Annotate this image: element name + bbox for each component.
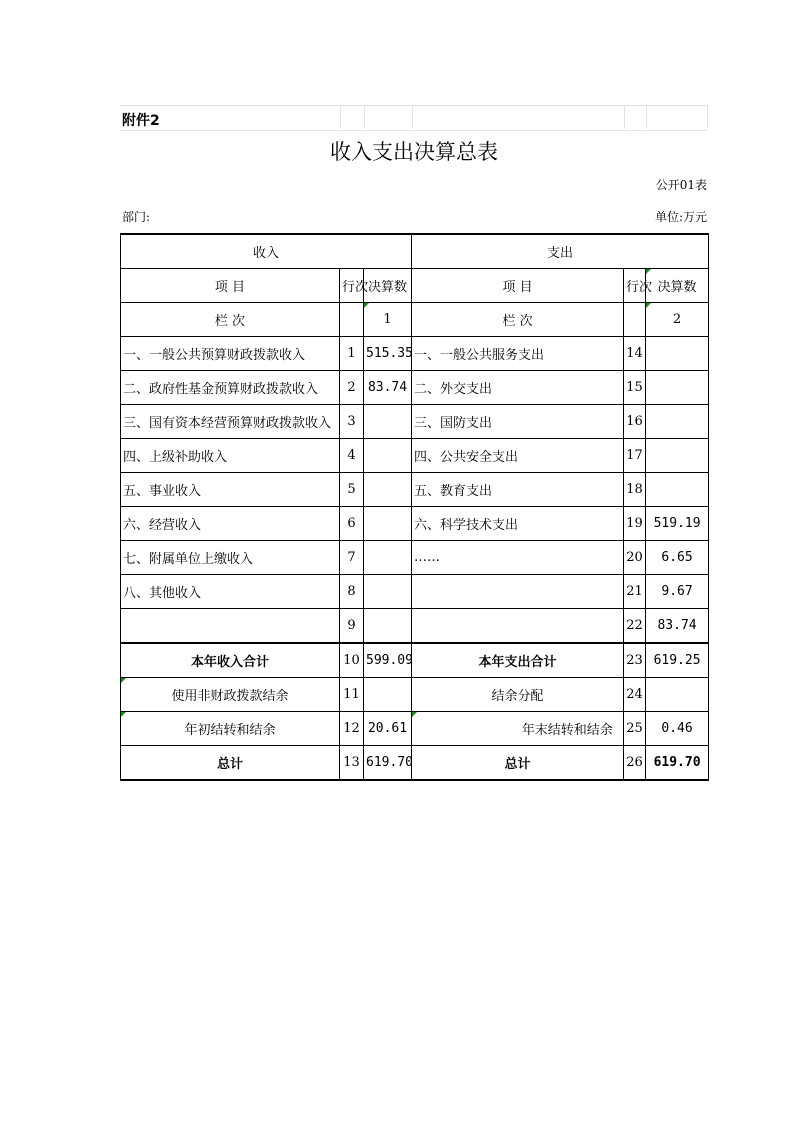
end-balance-label-text: 年末结转和结余 [521,723,613,738]
table-row [121,405,709,439]
income-amount [364,609,412,644]
table-row [121,678,709,712]
income-item: 二、政府性基金预算财政拨款收入 [121,371,340,405]
grand-total-row [121,746,709,781]
income-header: 收入 [121,234,412,269]
expense-line-no: 18 [624,473,646,507]
income-line-no-header: 行次 [340,269,364,303]
column-header-row [121,269,709,303]
income-amount [364,575,412,609]
expense-item: 二、外交支出 [412,371,624,405]
cell-marker [121,712,126,717]
sheet-gridline [364,105,365,129]
expense-item: 六、科学技术支出 [412,507,624,541]
expense-amount-header-text: 决算数 [657,280,697,295]
income-line-no: 13 [340,746,364,781]
income-amount [364,473,412,507]
income-item-header: 项 目 [121,269,340,303]
income-line-no: 2 [340,371,364,405]
expense-line-no: 26 [624,746,646,781]
expense-line-no: 19 [624,507,646,541]
income-line-no: 5 [340,473,364,507]
sheet-gridline [624,105,625,129]
income-line-no: 9 [340,609,364,644]
year-expense-total-amount: 619.25 [646,643,709,678]
expense-item-header: 项 目 [412,269,624,303]
non-fiscal-surplus-label [121,678,340,712]
grand-total-expense-label: 总计 [412,746,624,781]
income-item: 五、事业收入 [121,473,340,507]
expense-item: 三、国防支出 [412,405,624,439]
sheet-gridline [412,105,413,129]
income-line-no: 7 [340,541,364,575]
section-header-row [121,234,709,269]
income-column-label: 栏 次 [121,303,340,337]
income-amount [364,541,412,575]
expense-line-no: 15 [624,371,646,405]
expense-line-no: 14 [624,337,646,371]
expense-item: 四、公共安全支出 [412,439,624,473]
expense-amount [646,405,709,439]
income-amount-header: 决算数 [364,269,412,303]
expense-amount: 83.74 [646,609,709,644]
expense-column-index [646,303,709,337]
income-amount [364,507,412,541]
expense-line-no: 25 [624,712,646,746]
income-amount [364,405,412,439]
income-item: 七、附属单位上缴收入 [121,541,340,575]
expense-item: 一、一般公共服务支出 [412,337,624,371]
table-row [121,541,709,575]
cell-marker [121,678,126,683]
expense-column-label: 栏 次 [412,303,624,337]
grand-total-expense-amount: 619.70 [646,746,709,781]
unit-label: 单位:万元 [654,210,707,224]
year-expense-total-label: 本年支出合计 [412,643,624,678]
expense-amount: 519.19 [646,507,709,541]
income-line-no: 8 [340,575,364,609]
income-line-no: 12 [340,712,364,746]
expense-amount-header [646,269,709,303]
begin-balance-label-text: 年初结转和结余 [184,723,276,738]
end-balance-label [412,712,624,746]
expense-amount [646,678,709,712]
table-row [121,712,709,746]
year-income-total-label: 本年收入合计 [121,643,340,678]
expense-amount [646,473,709,507]
empty-cell [340,303,364,337]
year-total-row [121,643,709,678]
expense-amount [646,371,709,405]
income-line-no: 4 [340,439,364,473]
expense-line-no: 22 [624,609,646,644]
sheet-gridline [707,105,708,129]
surplus-distribution-label: 结余分配 [412,678,624,712]
non-fiscal-surplus-label-text: 使用非财政拨款结余 [171,689,289,704]
grand-total-income-label: 总计 [121,746,340,781]
income-line-no: 6 [340,507,364,541]
cell-marker [646,269,651,274]
expense-line-no: 21 [624,575,646,609]
expense-item: 五、教育支出 [412,473,624,507]
table-row [121,609,709,644]
expense-amount: 9.67 [646,575,709,609]
expense-line-no: 16 [624,405,646,439]
income-line-no: 3 [340,405,364,439]
sheet-gridline [340,105,341,129]
cell-marker [412,712,417,717]
expense-line-no: 23 [624,643,646,678]
income-item: 三、国有资本经营预算财政拨款收入 [121,405,340,439]
expense-item [412,575,624,609]
expense-item [412,609,624,644]
expense-column-index-text: 2 [672,312,682,327]
table-row [121,473,709,507]
income-item: 一、一般公共预算财政拨款收入 [121,337,340,371]
expense-line-no: 20 [624,541,646,575]
income-line-no: 11 [340,678,364,712]
department-label: 部门: [122,210,151,224]
income-column-index [364,303,412,337]
expense-item: …… [412,541,624,575]
income-amount: 515.35 [364,337,412,371]
form-number: 公开01表 [655,178,707,192]
sheet-gridline [646,105,647,129]
expense-line-no-header: 行次 [624,269,646,303]
income-column-index-text: 1 [383,312,392,327]
year-income-total-amount: 599.09 [364,643,412,678]
page-title: 收入支出决算总表 [330,140,498,164]
income-item: 六、经营收入 [121,507,340,541]
table-row [121,337,709,371]
income-item: 四、上级补助收入 [121,439,340,473]
table-row [121,575,709,609]
expense-line-no: 24 [624,678,646,712]
cell-marker [364,303,369,308]
begin-balance-amount: 20.61 [364,712,412,746]
sheet-gridline [120,105,708,131]
expense-header: 支出 [412,234,709,269]
income-line-no: 10 [340,643,364,678]
attachment-label: 附件2 [122,113,160,129]
end-balance-amount: 0.46 [646,712,709,746]
table-row [121,371,709,405]
income-line-no: 1 [340,337,364,371]
income-amount [364,439,412,473]
begin-balance-label [121,712,340,746]
column-index-row [121,303,709,337]
expense-amount [646,439,709,473]
grand-total-income-amount: 619.70 [364,746,412,781]
expense-line-no: 17 [624,439,646,473]
table-row [121,507,709,541]
income-expense-table [120,233,709,781]
income-amount: 83.74 [364,371,412,405]
income-item [121,609,340,644]
empty-cell [624,303,646,337]
cell-marker [646,303,651,308]
table-row [121,439,709,473]
expense-amount: 6.65 [646,541,709,575]
income-amount [364,678,412,712]
expense-amount [646,337,709,371]
income-item: 八、其他收入 [121,575,340,609]
